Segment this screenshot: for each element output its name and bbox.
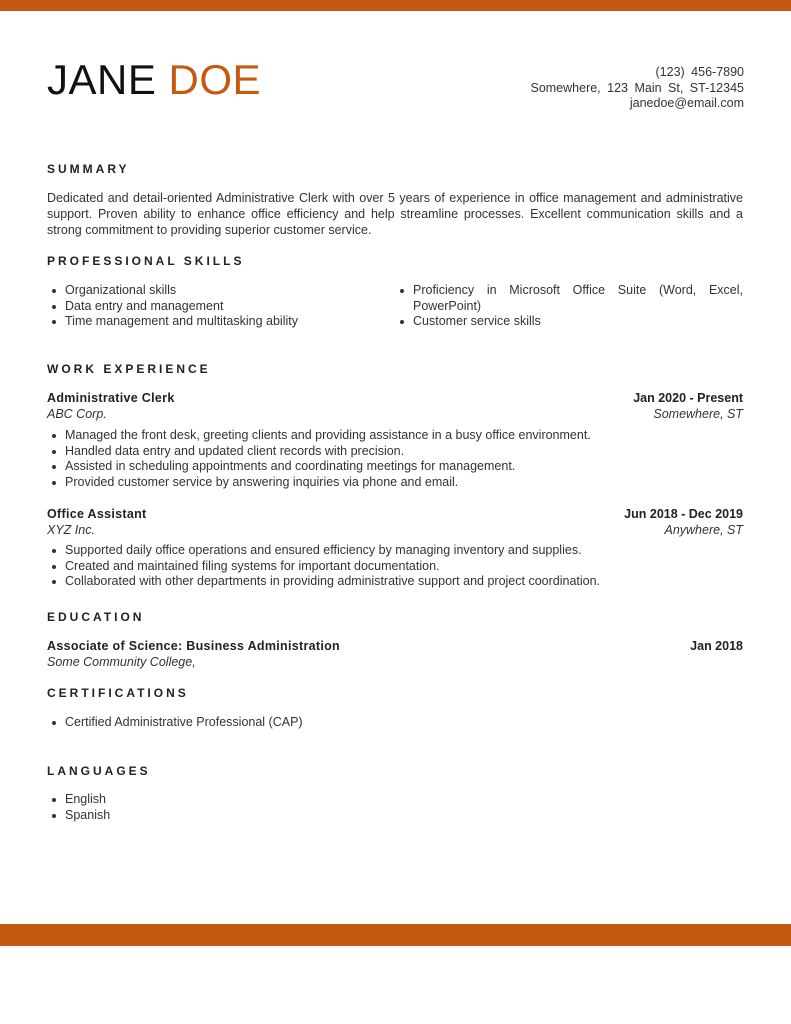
list-item: Supported daily office operations and ensured efficiency by managing inventory and supplies. [47, 543, 743, 559]
list-item: Organizational skills [47, 283, 367, 299]
list-item: Managed the front desk, greeting clients and providing assistance in a busy office environment. [47, 428, 743, 444]
skills-heading: PROFESSIONAL SKILLS [47, 254, 245, 268]
email-address: janedoe@email.com [629, 96, 744, 110]
last-name: DOE [168, 56, 262, 103]
summary-text: Dedicated and detail-oriented Administrative Clerk with over 5 years of experience in office management and administrative support. Proven ability to enhance office efficiency and help streamline processes. Excellent communication skills and a strong commitment to providing superior customer service. [47, 191, 743, 237]
list-item: Time management and multitasking ability [47, 314, 367, 330]
summary-heading: SUMMARY [47, 162, 130, 176]
languages-list [47, 792, 743, 823]
list-item: Handled data entry and updated client records with precision. [47, 444, 743, 460]
list-item: Customer service skills [395, 314, 743, 330]
job-company: XYZ Inc. [47, 523, 95, 537]
education-date: Jan 2018 [690, 639, 743, 653]
languages-heading: LANGUAGES [47, 764, 151, 778]
list-item: Proficiency in Microsoft Office Suite (Word, Excel, PowerPoint) [395, 283, 743, 314]
job-header [47, 390, 743, 422]
experience-heading: WORK EXPERIENCE [47, 362, 211, 376]
job-dates: Jan 2020 - Present [633, 391, 743, 405]
job-location: Anywhere, ST [664, 523, 743, 537]
list-item: Data entry and management [47, 299, 367, 315]
first-name: JANE [47, 56, 157, 103]
degree-title: Associate of Science: Business Administration [47, 639, 340, 653]
job-title: Administrative Clerk [47, 391, 175, 405]
job-duties [47, 543, 743, 590]
list-item: Collaborated with other departments in providing administrative support and project coordination. [47, 574, 743, 590]
education-heading: EDUCATION [47, 610, 145, 624]
phone-number: (123) 456-7890 [655, 65, 744, 79]
list-item: Certified Administrative Professional (CAP) [47, 715, 743, 731]
candidate-name [47, 56, 261, 104]
top-accent-bar [0, 0, 791, 11]
list-item: Created and maintained filing systems for important documentation. [47, 559, 743, 575]
list-item: Provided customer service by answering inquiries via phone and email. [47, 475, 743, 491]
education-entry [47, 638, 743, 670]
job-company: ABC Corp. [47, 407, 107, 421]
skills-list-left [47, 283, 367, 330]
job-dates: Jun 2018 - Dec 2019 [624, 507, 743, 521]
certifications-heading: CERTIFICATIONS [47, 686, 189, 700]
certifications-list [47, 715, 743, 731]
list-item: English [47, 792, 743, 808]
job-location: Somewhere, ST [653, 407, 743, 421]
list-item: Spanish [47, 808, 743, 824]
job-duties [47, 428, 743, 490]
bottom-accent-bar [0, 924, 791, 946]
job-header [47, 506, 743, 538]
school-name: Some Community College, [47, 655, 196, 669]
address: Somewhere, 123 Main St, ST-12345 [530, 80, 744, 95]
contact-info [530, 65, 744, 112]
skills-list-right [395, 283, 743, 330]
job-title: Office Assistant [47, 507, 147, 521]
list-item: Assisted in scheduling appointments and coordinating meetings for management. [47, 459, 743, 475]
